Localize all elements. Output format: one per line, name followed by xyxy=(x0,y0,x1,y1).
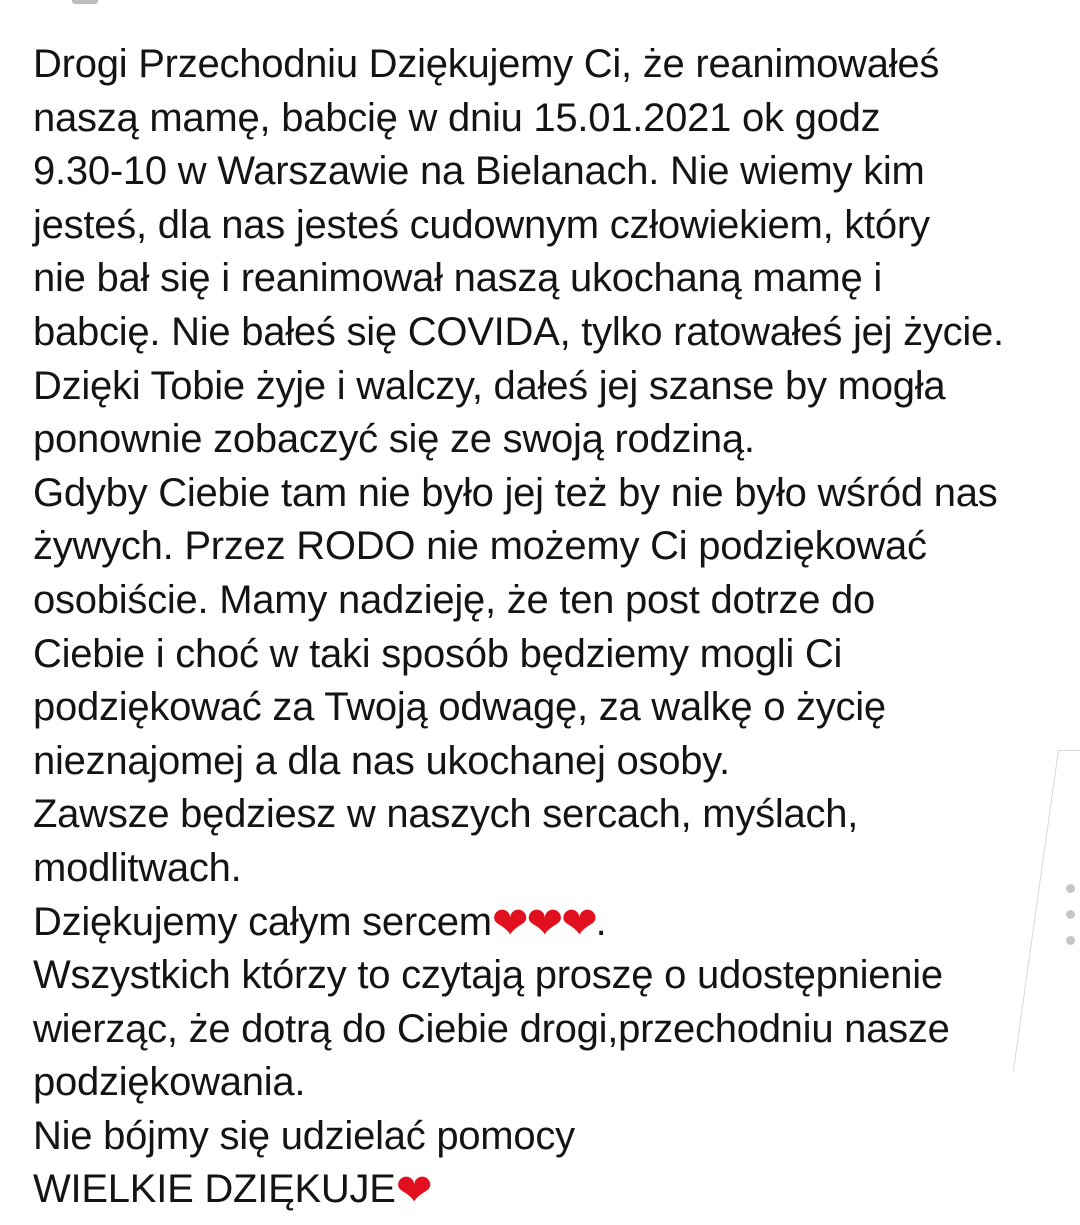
vertical-dots-icon[interactable] xyxy=(1066,910,1075,919)
post-line: modlitwach. xyxy=(33,845,242,890)
post-line: nieznajomej a dla nas ukochanej osoby. xyxy=(33,738,730,783)
vertical-dots-icon[interactable] xyxy=(1066,884,1075,893)
red-heart-icon: ❤ xyxy=(491,897,529,949)
red-heart-icon: ❤ xyxy=(395,1165,433,1217)
post-line: jesteś, dla nas jesteś cudownym człowiekiem, który xyxy=(33,202,930,247)
final-text: WIELKIE DZIĘKUJE xyxy=(33,1167,396,1212)
post-line: nie bał się i reanimował naszą ukochaną mamę i xyxy=(33,256,882,301)
post-line: żywych. Przez RODO nie możemy Ci podziękować xyxy=(33,524,927,569)
post-body xyxy=(33,38,1063,1217)
post-line: ponownie zobaczyć się ze swoją rodziną. xyxy=(33,417,755,462)
final-line xyxy=(33,1163,1063,1217)
post-line: Ciebie i choć w taki sposób będziemy mogli Ci xyxy=(33,631,843,676)
post-line: Nie bójmy się udzielać pomocy xyxy=(33,1113,575,1158)
post-line: naszą mamę, babcię w dniu 15.01.2021 ok godz xyxy=(33,95,881,140)
post-line: wierząc, że dotrą do Ciebie drogi,przechodniu nasze xyxy=(33,1006,950,1051)
thanks-punctuation: . xyxy=(595,899,607,944)
post-line: Wszystkich którzy to czytają proszę o udostępnienie xyxy=(33,953,943,998)
post-line: osobiście. Mamy nadzieję, że ten post dotrze do xyxy=(33,577,876,622)
red-heart-icon: ❤ xyxy=(526,897,564,949)
post-line: Gdyby Ciebie tam nie było jej też by nie było wśród nas xyxy=(33,470,998,515)
post-line: babcię. Nie bałeś się COVIDA, tylko ratowałeś jej życie. xyxy=(33,309,1004,354)
post-line: Dzięki Tobie żyje i walczy, dałeś jej szanse by mogła xyxy=(33,363,946,408)
post-line: podziękować za Twoją odwagę, za walkę o życię xyxy=(33,685,886,730)
post-line: Zawsze będziesz w naszych sercach, myślach, xyxy=(33,792,859,837)
thanks-text: Dziękujemy całym sercem xyxy=(33,899,492,944)
vertical-dots-icon[interactable] xyxy=(1066,936,1075,945)
post-line: podziękowania. xyxy=(33,1060,306,1105)
top-handle xyxy=(72,0,98,4)
post-line: Drogi Przechodniu Dziękujemy Ci, że reanimowałeś xyxy=(33,42,940,86)
thanks-line xyxy=(33,896,1063,950)
post-line: 9.30-10 w Warszawie na Bielanach. Nie wiemy kim xyxy=(33,149,925,194)
red-heart-icon: ❤ xyxy=(561,897,598,949)
